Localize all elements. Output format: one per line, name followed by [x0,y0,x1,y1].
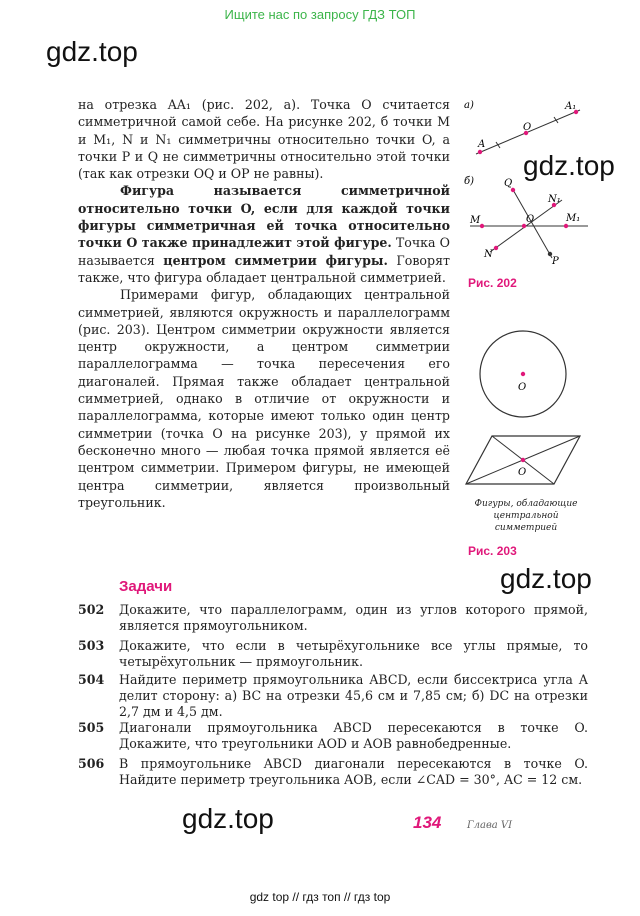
task-number: 506 [78,756,105,771]
task-number: 504 [78,672,105,687]
task-item [78,602,588,634]
task-number: 502 [78,602,105,617]
label-n1: N₁ [548,194,561,205]
task-item [78,756,588,788]
label-a1: A₁ [565,101,577,112]
footer-links[interactable]: gdz top // гдз топ // гдз top [249,890,391,904]
fig202-caption: Рис. 202 [468,276,517,290]
task-text: Найдите периметр прямоугольника ABCD, если биссектриса угла A делит сторону: а) BC на отрезки 45,6 см и 7,85 см; б) DC на отрезки 2,7 дм и 4,5 дм. [119,672,588,720]
point-n [494,246,498,250]
label-o: O [518,467,527,478]
fig203-note: Фигуры, обладающие центральной симметрией [474,499,578,533]
task-number: 503 [78,638,105,653]
fig203-caption: Рис. 203 [468,544,517,558]
task-number: 505 [78,720,105,735]
main-text [78,96,450,511]
chapter-label: Глава VI [467,820,513,831]
circle-center [521,372,525,376]
watermark: gdz.top [500,563,592,594]
task-text: Докажите, что параллелограмм, один из углов которого прямой, является прямоугольником. [119,602,588,634]
label-m1: M₁ [566,213,581,224]
task-item [78,672,588,721]
figure-202 [462,96,602,272]
definition-text: Фигура называется симметричной относительно точки O, если для каждой точки фигуры симметричная ей точка относительно точки O также принадлежит этой фигуре. [78,183,450,251]
point-m1 [564,224,568,228]
text-span: Говорят также, что фигура обладает центральной симметрией. [78,252,450,285]
text-span: Точка O называется [78,235,450,268]
task-text: Диагонали прямоугольника ABCD пересекаются в точке O. Докажите, что треугольники AOD и AOB равнобедренные. [119,720,588,752]
label-a: A [478,139,486,150]
task-text: В прямоугольнике ABCD диагонали пересекаются в точке O. Найдите периметр треугольника AOB, если ∠CAD = 30°, AC = 12 см. [119,756,588,788]
label-o: O [526,214,535,225]
top-banner: Ищите нас по запросу ГДЗ ТОП [224,7,416,22]
section-title: Задачи [119,578,173,595]
fig202-part-b-label: б) [464,176,475,187]
label-o: O [523,122,532,133]
point-a [478,150,482,154]
fig202-part-a-label: а) [464,100,474,111]
figure-203 [462,318,592,488]
paragraph-definition [78,182,450,286]
label-o: O [518,382,527,393]
paragraph: Примерами фигур, обладающих центральной симметрией, являются окружность и параллелограмм (рис. 203). Центром симметрии окружности является центр окружности, а центром симметрии параллелограмма — точка пересечения его диагоналей. Прямая также обладает центральной симметрией, однако в отличие от окружности и параллелограмма, которые имеют только один центр симметрии (точка O на рисунке 203), у прямой их бесконечно много — любая точка прямой является её центром симметрии. Примером фигуры, не имеющей центра симметрии, является произвольный треугольник. [78,287,450,510]
label-n: N [484,249,493,260]
page-number: 134 [413,813,442,832]
watermark: gdz.top [46,36,138,67]
label-q: Q [504,178,513,189]
label-p: P [552,256,559,267]
parallelogram-center [521,458,525,462]
term-text: центром симметрии фигуры. [163,252,388,268]
label-m: M [470,215,481,226]
watermark: gdz.top [523,150,615,181]
paragraph: на отрезка AA₁ (рис. 202, а). Точка O считается симметричной самой себе. На рисунке 202, б точки M и M₁, N и N₁ симметричны относительно точки O, а точки P и Q не симметричны относительно этой точки (так как отрезки OQ и OP не равны). [78,97,450,182]
task-item [78,720,588,752]
watermark: gdz.top [182,803,274,834]
task-item [78,638,588,670]
point-m [480,224,484,228]
task-text: Докажите, что если в четырёхугольнике все углы прямые, то четырёхугольник — прямоугольник. [119,638,588,670]
